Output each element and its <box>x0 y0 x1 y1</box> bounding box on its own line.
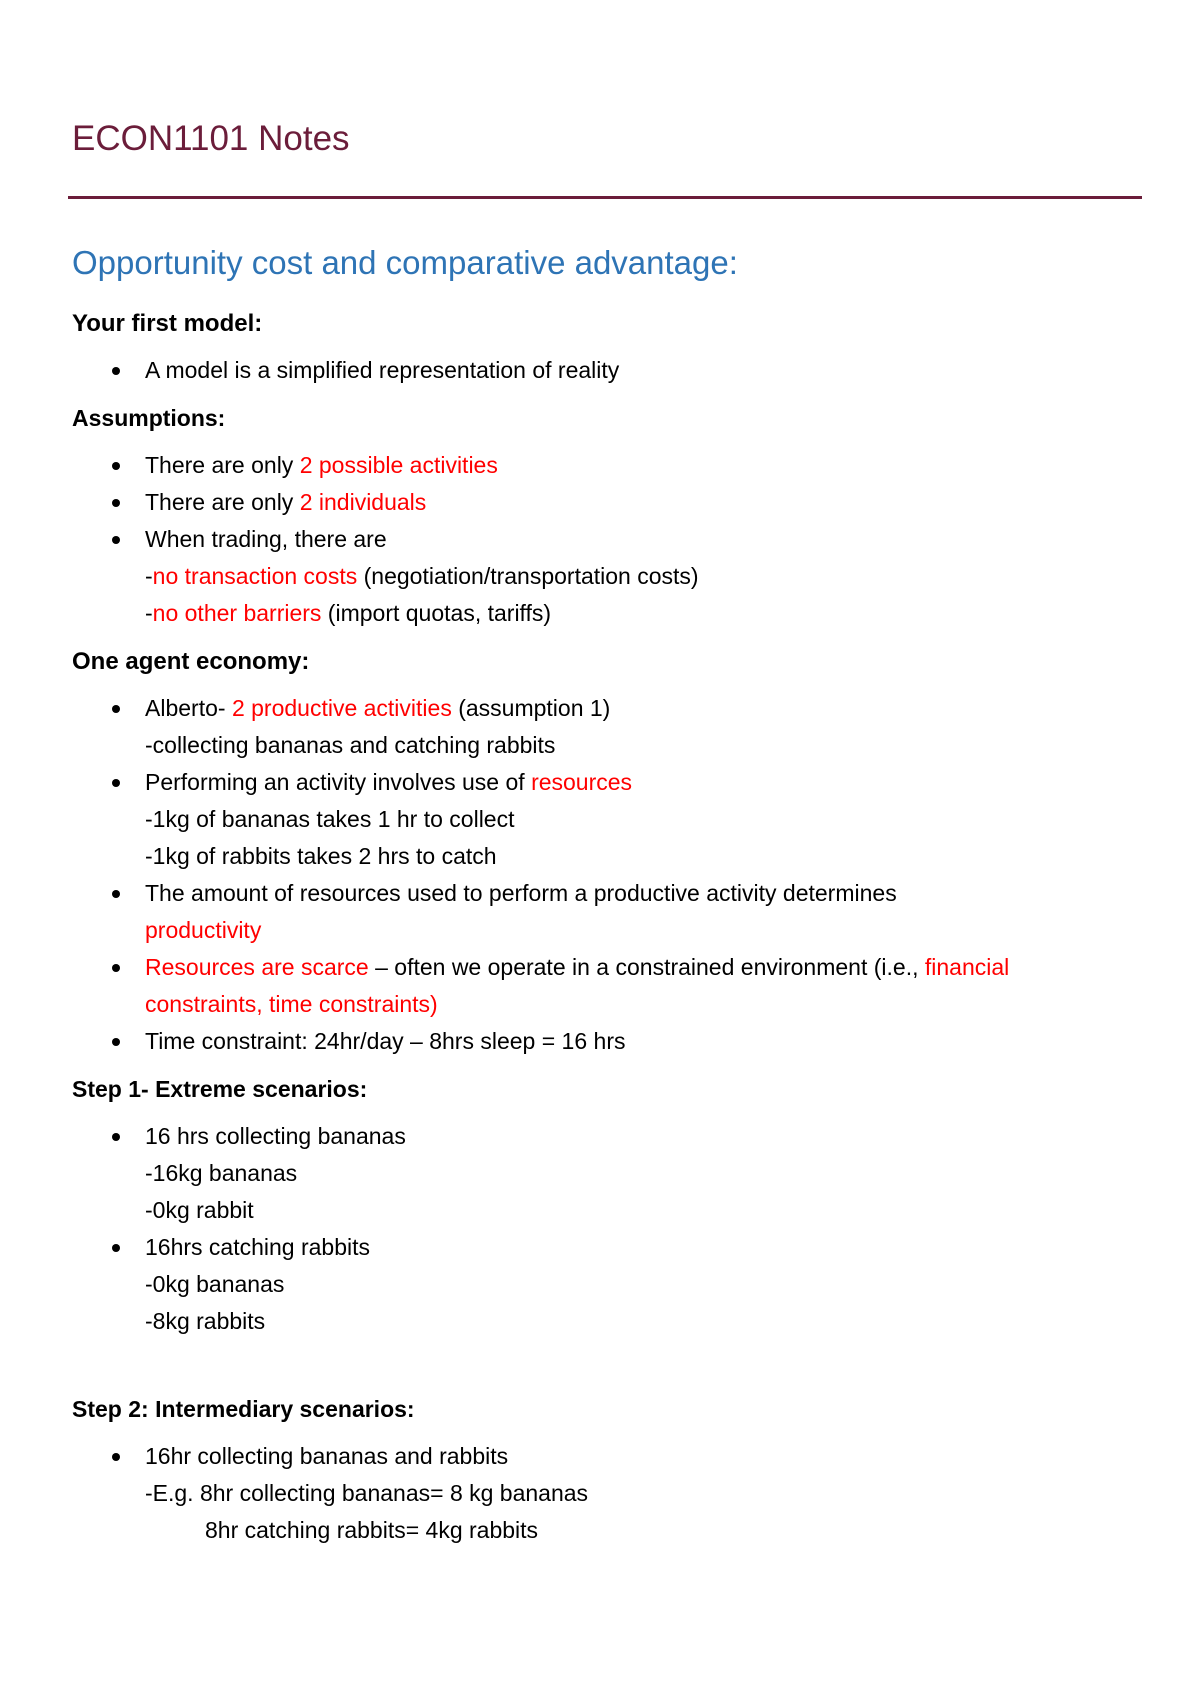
document-title: ECON1101 Notes <box>72 119 350 158</box>
list-item: Resources are scarce – often we operate in a constrained environment (i.e., financial constraints, time constraints) <box>72 949 1142 1023</box>
list-item: Time constraint: 24hr/day – 8hrs sleep = 16 hrs <box>72 1023 1142 1060</box>
section-heading: Opportunity cost and comparative advantage: <box>72 244 738 281</box>
first-model-heading: Your first model: <box>72 310 263 337</box>
assumptions-list <box>72 447 1142 632</box>
list-item: There are only 2 individuals <box>72 484 1142 521</box>
step2-list <box>72 1438 1142 1549</box>
one-agent-heading: One agent economy: <box>72 648 310 675</box>
list-item: 16hrs catching rabbits -0kg bananas -8kg rabbits <box>72 1229 1142 1340</box>
list-item: 16hr collecting bananas and rabbits -E.g. 8hr collecting bananas= 8 kg bananas 8hr catching rabbits= 4kg rabbits <box>72 1438 1142 1549</box>
title-divider <box>68 196 1142 199</box>
list-item: When trading, there are -no transaction costs (negotiation/transportation costs) -no other barriers (import quotas, tariffs) <box>72 521 1142 632</box>
assumptions-heading: Assumptions: <box>72 405 226 431</box>
first-model-list <box>72 352 1142 389</box>
list-item: There are only 2 possible activities <box>72 447 1142 484</box>
list-item: Performing an activity involves use of resources -1kg of bananas takes 1 hr to collect -1kg of rabbits takes 2 hrs to catch <box>72 764 1142 875</box>
list-item: Alberto- 2 productive activities (assumption 1) -collecting bananas and catching rabbits <box>72 690 1142 764</box>
step2-heading: Step 2: Intermediary scenarios: <box>72 1396 415 1422</box>
step1-list <box>72 1118 1142 1340</box>
list-item: The amount of resources used to perform a productive activity determines productivity <box>72 875 1142 949</box>
paragraph-gap <box>72 1351 1142 1391</box>
step1-heading: Step 1- Extreme scenarios: <box>72 1076 368 1102</box>
document-body <box>72 305 1142 1560</box>
list-item: 16 hrs collecting bananas -16kg bananas -0kg rabbit <box>72 1118 1142 1229</box>
one-agent-list <box>72 690 1142 1060</box>
list-item: A model is a simplified representation of reality <box>72 352 1142 389</box>
